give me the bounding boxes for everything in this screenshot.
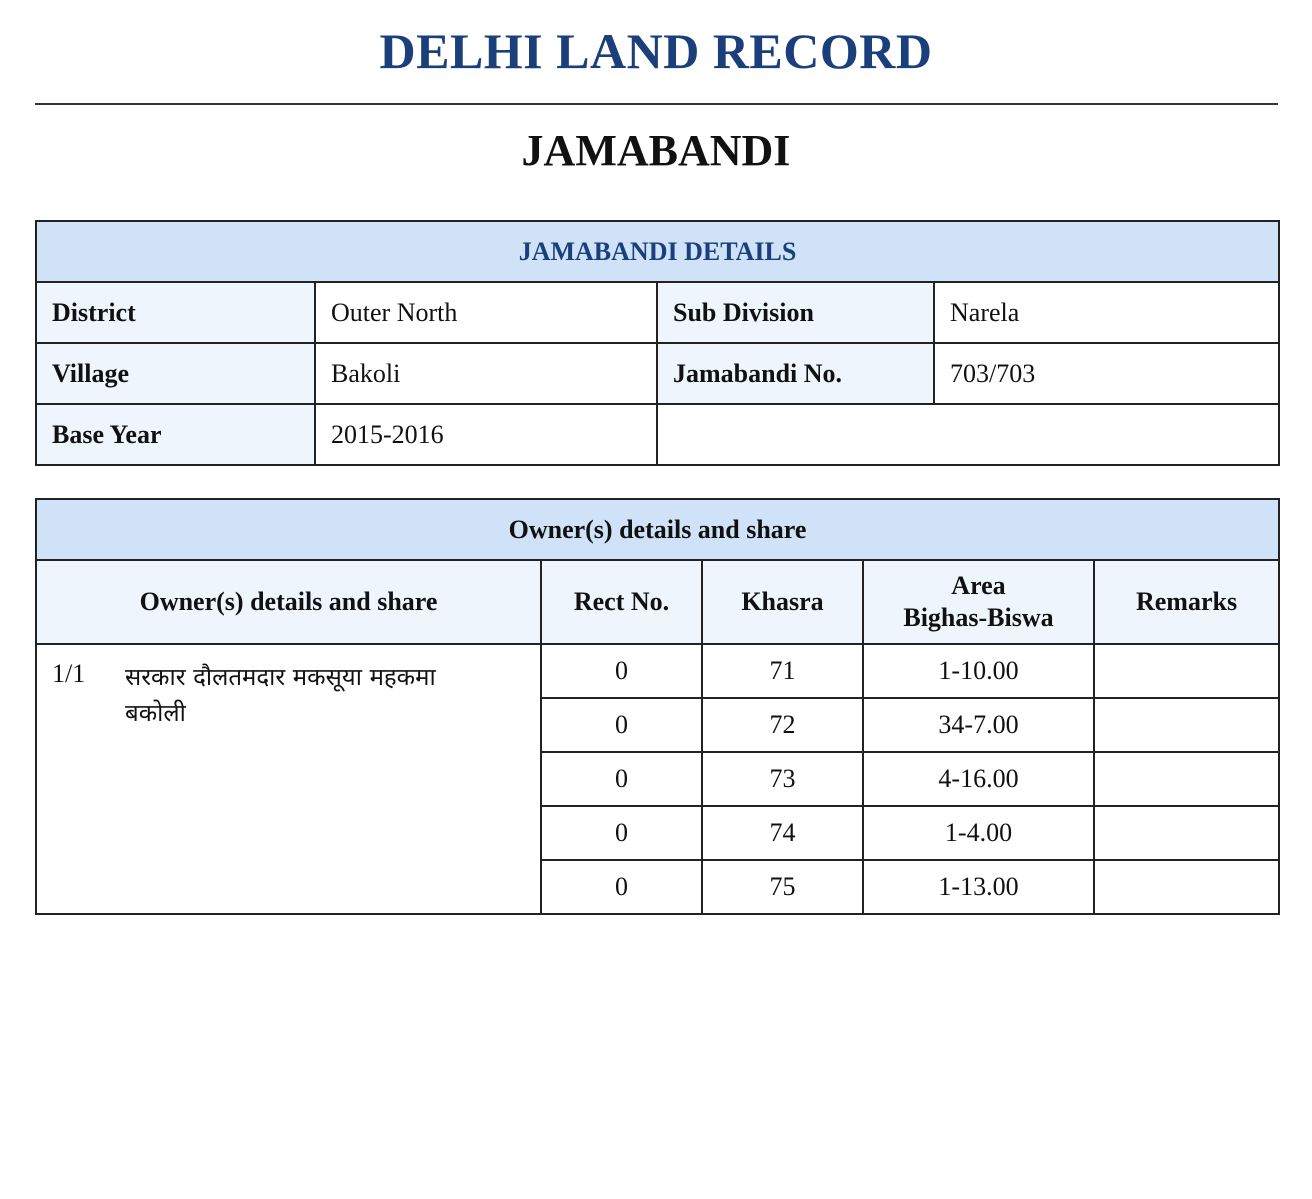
rect-no: 0 — [541, 806, 702, 860]
details-header-row — [36, 221, 1279, 282]
table-row — [36, 644, 1279, 698]
title-divider — [35, 103, 1278, 105]
col-rect-header: Rect No. — [541, 560, 702, 644]
jamabandi-no-value: 703/703 — [934, 343, 1279, 404]
col-khasra-header: Khasra — [702, 560, 863, 644]
col-area-line2: Bighas-Biswa — [903, 603, 1054, 632]
khasra: 72 — [702, 698, 863, 752]
owner-share: 1/1 — [52, 659, 86, 688]
rect-no: 0 — [541, 644, 702, 698]
remarks — [1094, 644, 1279, 698]
owner-details-table — [35, 498, 1280, 915]
subdivision-value: Narela — [934, 282, 1279, 343]
col-owner-header: Owner(s) details and share — [36, 560, 541, 644]
khasra: 73 — [702, 752, 863, 806]
rect-no: 0 — [541, 752, 702, 806]
rect-no: 0 — [541, 860, 702, 914]
area: 34-7.00 — [863, 698, 1094, 752]
owner-column-headers — [36, 560, 1279, 644]
khasra: 74 — [702, 806, 863, 860]
owner-heading: Owner(s) details and share — [36, 499, 1279, 560]
area: 4-16.00 — [863, 752, 1094, 806]
empty-cell — [657, 404, 1279, 465]
page-subtitle: JAMABANDI — [521, 126, 791, 175]
jamabandi-details-table — [35, 220, 1280, 466]
base-year-label: Base Year — [36, 404, 315, 465]
remarks — [1094, 752, 1279, 806]
owner-header-row — [36, 499, 1279, 560]
remarks — [1094, 698, 1279, 752]
base-year-value: 2015-2016 — [315, 404, 657, 465]
col-area-header — [863, 560, 1094, 644]
details-row-base-year — [36, 404, 1279, 465]
details-row-village — [36, 343, 1279, 404]
khasra: 71 — [702, 644, 863, 698]
details-row-district — [36, 282, 1279, 343]
area: 1-4.00 — [863, 806, 1094, 860]
owner-name: सरकार दौलतमदार मकसूया महकमा बकोली — [125, 663, 436, 727]
village-label: Village — [36, 343, 315, 404]
col-area-line1: Area — [951, 571, 1006, 600]
remarks — [1094, 806, 1279, 860]
remarks — [1094, 860, 1279, 914]
page-title: DELHI LAND RECORD — [379, 23, 933, 79]
subdivision-label: Sub Division — [657, 282, 934, 343]
area: 1-10.00 — [863, 644, 1094, 698]
jamabandi-no-label: Jamabandi No. — [657, 343, 934, 404]
rect-no: 0 — [541, 698, 702, 752]
district-value: Outer North — [315, 282, 657, 343]
district-label: District — [36, 282, 315, 343]
khasra: 75 — [702, 860, 863, 914]
owner-cell — [36, 644, 541, 914]
village-value: Bakoli — [315, 343, 657, 404]
col-remarks-header: Remarks — [1094, 560, 1279, 644]
area: 1-13.00 — [863, 860, 1094, 914]
details-heading: JAMABANDI DETAILS — [36, 221, 1279, 282]
